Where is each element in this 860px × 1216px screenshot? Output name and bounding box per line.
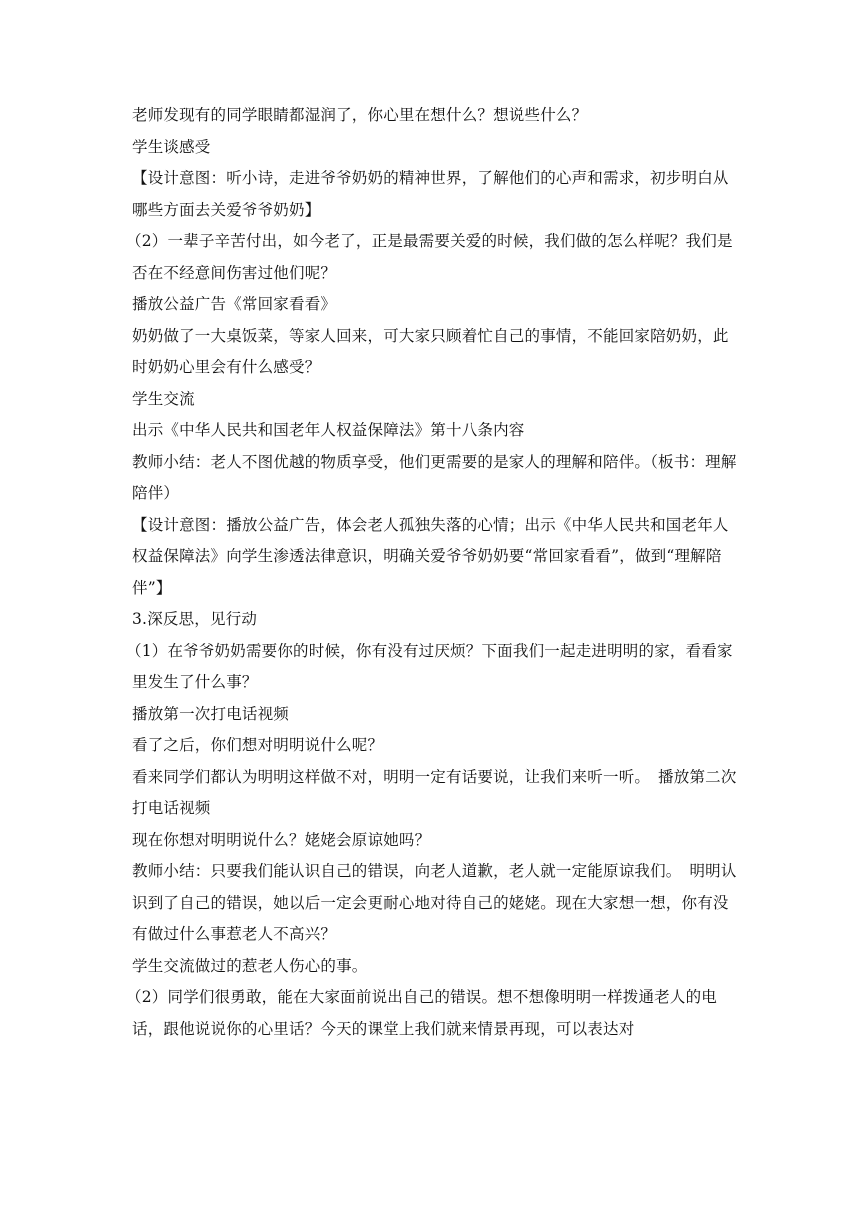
paragraph-teacher-summary-1: 教师小结：老人不图优越的物质享受，他们更需要的是家人的理解和陪伴。（板书：理解陪伴） bbox=[132, 452, 737, 502]
paragraph-play-ad: 播放公益广告《常回家看看》 bbox=[132, 295, 337, 313]
paragraph-teacher-summary-2: 教师小结：只要我们能认识自己的错误，向老人道歉，老人就一定能原谅我们。 明明认识到了自己的错误，她以后一定会更耐心地对待自己的姥姥。现在大家想一想，你有没有做过什么事惹老人不高兴？ bbox=[132, 862, 737, 943]
paragraph-question-2b: （2）同学们很勇敢，能在大家面前说出自己的错误。想不想像明明一样拨通老人的电话，跟他说说你的心里话？今天的课堂上我们就来情景再现，可以表达对 bbox=[126, 988, 717, 1038]
paragraph-student-share: 学生交流做过的惹老人伤心的事。 bbox=[132, 956, 368, 975]
paragraph-student-feelings: 学生谈感受 bbox=[132, 137, 211, 156]
document-body bbox=[126, 100, 738, 1045]
paragraph-design-intent-2: 【设计意图：播放公益广告，体会老人孤独失落的心情；出示《中华人民共和国老年人权益保障法》向学生渗透法律意识，明确关爱爷爷奶奶要“常回家看看”，做到“理解陪伴”】 bbox=[132, 515, 729, 597]
section-heading-3: 3.深反思，见行动 bbox=[132, 610, 258, 628]
paragraph-grandma-dinner: 奶奶做了一大桌饭菜，等家人回来，可大家只顾着忙自己的事情，不能回家陪奶奶，此时奶奶心里会有什么感受？ bbox=[132, 326, 729, 376]
paragraph-forgive-question: 现在你想对明明说什么？姥姥会原谅她吗？ bbox=[132, 830, 431, 849]
paragraph-show-law: 出示《中华人民共和国老年人权益保障法》第十八条内容 bbox=[132, 421, 525, 439]
paragraph-play-second-call: 看来同学们都认为明明这样做不对，明明一定有话要说，让我们来听一听。 播放第二次打电话视频 bbox=[132, 767, 737, 817]
paragraph-question-1: （1）在爷爷奶奶需要你的时候，你有没有过厌烦？下面我们一起走进明明的家，看看家里发生了什么事？ bbox=[126, 641, 733, 691]
paragraph-student-exchange: 学生交流 bbox=[132, 389, 195, 408]
paragraph-play-first-call: 播放第一次打电话视频 bbox=[132, 704, 290, 723]
paragraph-teacher-question: 老师发现有的同学眼睛都湿润了，你心里在想什么？想说些什么？ bbox=[132, 106, 588, 124]
paragraph-design-intent-1: 【设计意图：听小诗，走进爷爷奶奶的精神世界，了解他们的心声和需求，初步明白从哪些方面去关爱爷爷奶奶】 bbox=[132, 169, 729, 219]
paragraph-question-2: （2）一辈子辛苦付出，如今老了，正是最需要关爱的时候，我们做的怎么样呢？我们是否在不经意间伤害过他们呢？ bbox=[126, 232, 733, 282]
paragraph-after-watching: 看了之后，你们想对明明说什么呢？ bbox=[132, 736, 384, 754]
